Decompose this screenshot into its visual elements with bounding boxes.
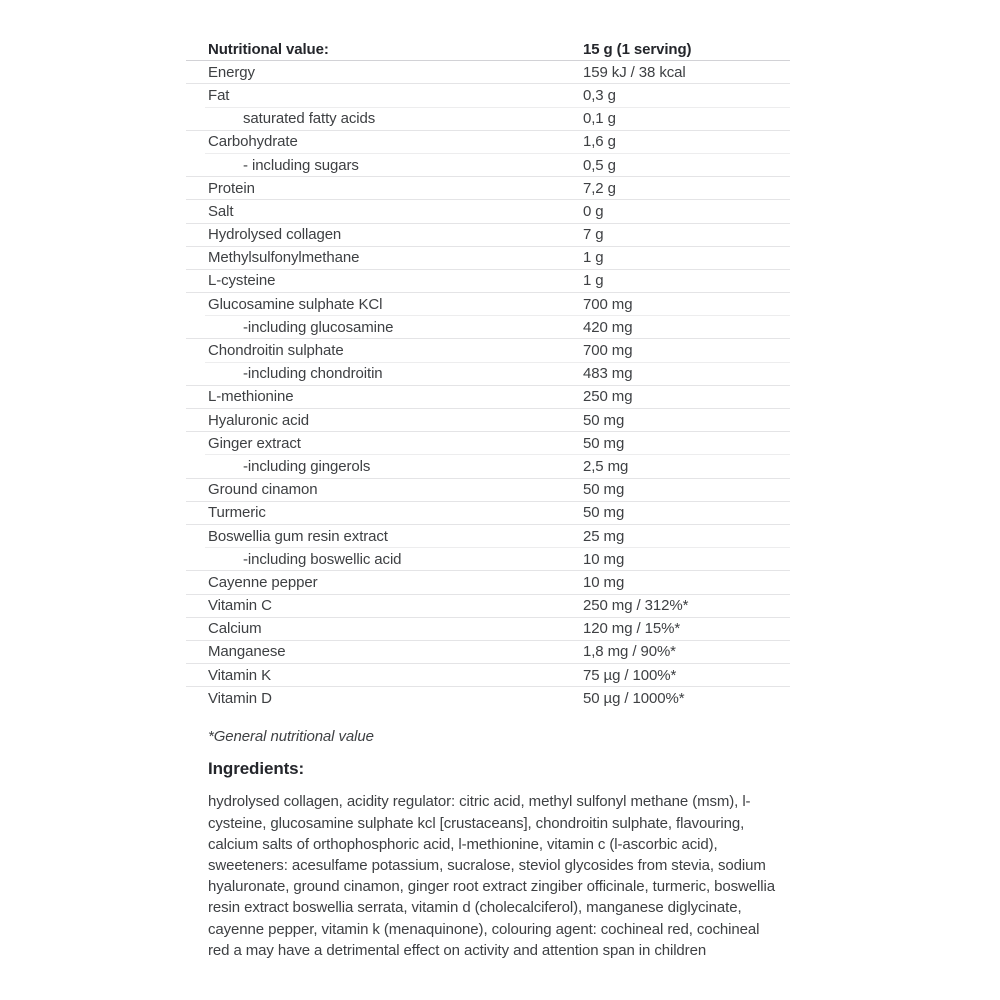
ingredients-text: hydrolysed collagen, acidity regulator: citric acid, methyl sulfonyl methane (msm), l-cysteine, glucosamine sulphate kcl [crustaceans], chondroitin sulphate, flavouring, calcium salts of orthophosphoric acid, l-methionine, vitamin c (l-ascorbic acid), sweeteners: acesulfame potassium, sucralose, steviol glycosides from stevia, sodium hyaluronate, ground cinamon, ginger root extract zingiber officinale, turmeric, boswellia resin extract boswellia serrata, vitamin d (cholecalciferol), manganese diglycinate, cayenne pepper, vitamin k (menaquinone), colouring agent: cochineal red, cochineal red a may have a detrimental effect on activity and attention span in children — [208, 793, 775, 959]
nutrient-amount: 0 g — [583, 202, 604, 220]
nutrient-name: Carbohydrate — [208, 133, 298, 151]
table-row — [186, 108, 790, 131]
nutrient-name: Boswellia gum resin extract — [208, 527, 388, 545]
table-row — [186, 525, 790, 548]
nutrient-amount: 0,3 g — [583, 86, 616, 104]
nutrition-label — [186, 38, 790, 961]
nutrient-amount: 0,1 g — [583, 110, 616, 128]
table-row — [186, 131, 790, 154]
table-row — [186, 595, 790, 618]
nutrient-name: Manganese — [208, 643, 286, 661]
nutrient-amount: 250 mg / 312%* — [583, 597, 689, 615]
nutrient-amount: 1 g — [583, 272, 604, 290]
table-row — [186, 61, 790, 84]
nutrient-amount: 700 mg — [583, 295, 633, 313]
nutrient-name: Vitamin C — [208, 597, 272, 615]
nutrient-name: Glucosamine sulphate KCl — [208, 295, 383, 313]
table-row — [186, 409, 790, 432]
table-header-row — [186, 38, 790, 61]
column-header-serving: 15 g (1 serving) — [583, 40, 692, 58]
nutrient-name: Protein — [208, 179, 255, 197]
nutrient-amount: 50 mg — [583, 504, 625, 522]
table-row — [186, 502, 790, 525]
nutrient-amount: 10 mg — [583, 573, 625, 591]
table-row — [186, 154, 790, 177]
nutrition-table — [186, 38, 790, 710]
nutrient-amount: 1,8 mg / 90%* — [583, 643, 676, 661]
table-row — [186, 571, 790, 594]
table-row — [186, 432, 790, 455]
table-row — [186, 386, 790, 409]
table-body — [186, 61, 790, 710]
nutrient-amount: 420 mg — [583, 318, 633, 336]
nutrient-name: Vitamin D — [208, 689, 272, 707]
table-row — [186, 84, 790, 107]
table-row — [186, 224, 790, 247]
nutrient-amount: 120 mg / 15%* — [583, 620, 681, 638]
table-row — [186, 270, 790, 293]
table-row — [186, 363, 790, 386]
nutrient-name: Fat — [208, 86, 230, 104]
nutrient-amount: 2,5 mg — [583, 457, 629, 475]
nutrient-name: L-cysteine — [208, 272, 276, 290]
nutrient-name: - including sugars — [243, 156, 359, 174]
nutrient-amount: 75 µg / 100%* — [583, 666, 677, 684]
nutrient-name: Chondroitin sulphate — [208, 342, 344, 360]
nutrient-amount: 159 kJ / 38 kcal — [583, 63, 686, 81]
table-row — [186, 177, 790, 200]
table-row — [186, 200, 790, 223]
nutrient-amount: 1,6 g — [583, 133, 616, 151]
nutrient-name: -including glucosamine — [243, 318, 394, 336]
table-row — [186, 687, 790, 710]
nutrient-name: Methylsulfonylmethane — [208, 249, 360, 267]
nutrient-name: -including chondroitin — [243, 365, 383, 383]
ingredients-heading: Ingredients: — [208, 759, 305, 779]
table-row — [186, 664, 790, 687]
nutrient-name: Ground cinamon — [208, 481, 318, 499]
table-row — [186, 618, 790, 641]
nutrient-name: Vitamin K — [208, 666, 272, 684]
nutrient-amount: 700 mg — [583, 342, 633, 360]
table-row — [186, 479, 790, 502]
table-row — [186, 641, 790, 664]
nutrient-name: Cayenne pepper — [208, 573, 318, 591]
nutrient-name: Energy — [208, 63, 255, 81]
table-row — [186, 316, 790, 339]
nutrient-amount: 7,2 g — [583, 179, 616, 197]
nutrient-amount: 50 mg — [583, 434, 625, 452]
nutrient-amount: 50 mg — [583, 411, 625, 429]
general-value-footnote: *General nutritional value — [208, 728, 374, 746]
nutrient-amount: 1 g — [583, 249, 604, 267]
nutrient-amount: 7 g — [583, 226, 604, 244]
nutrient-name: Salt — [208, 202, 234, 220]
nutrient-amount: 50 µg / 1000%* — [583, 689, 685, 707]
nutrient-amount: 0,5 g — [583, 156, 616, 174]
table-row — [186, 293, 790, 316]
nutrient-name: -including boswellic acid — [243, 550, 402, 568]
nutrient-amount: 483 mg — [583, 365, 633, 383]
nutrient-name: Hyaluronic acid — [208, 411, 310, 429]
nutrient-name: -including gingerols — [243, 457, 371, 475]
nutrient-amount: 50 mg — [583, 481, 625, 499]
table-row — [186, 247, 790, 270]
table-row — [186, 455, 790, 478]
nutrient-name: L-methionine — [208, 388, 294, 406]
nutrient-name: saturated fatty acids — [243, 110, 376, 128]
nutrient-name: Ginger extract — [208, 434, 301, 452]
column-header-nutrient: Nutritional value: — [208, 40, 329, 58]
nutrient-amount: 250 mg — [583, 388, 633, 406]
nutrient-amount: 25 mg — [583, 527, 625, 545]
table-row — [186, 548, 790, 571]
nutrient-name: Calcium — [208, 620, 262, 638]
nutrient-amount: 10 mg — [583, 550, 625, 568]
nutrient-name: Turmeric — [208, 504, 266, 522]
table-row — [186, 339, 790, 362]
nutrient-name: Hydrolysed collagen — [208, 226, 342, 244]
